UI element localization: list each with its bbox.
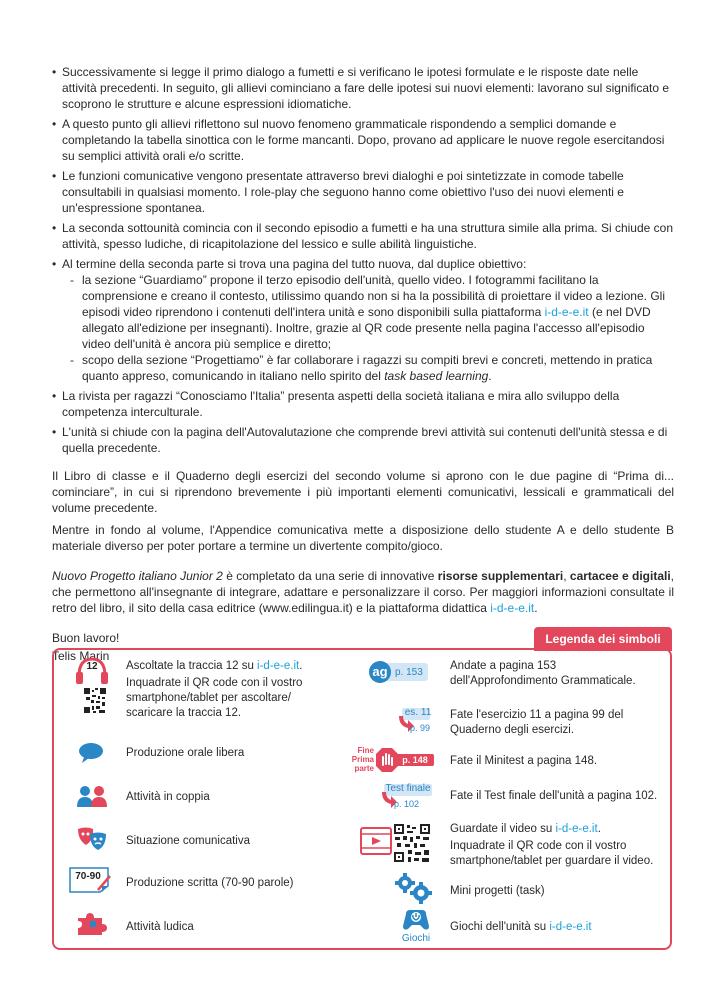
list-item: • La rivista per ragazzi “Conosciamo l'Italia” presenta aspetti della società italiana e mira allo sviluppo della competenza interculturale. bbox=[52, 388, 674, 420]
platform-link[interactable]: i-d-e-e.it bbox=[490, 601, 535, 615]
list-item: • L'unità si chiude con la pagina dell'Autovalutazione che comprende brevi attività sui contenuti dell'unità stessa e di quella precedente. bbox=[52, 424, 674, 456]
feature-list bbox=[52, 64, 674, 456]
platform-link[interactable]: i-d-e-e.it bbox=[549, 921, 592, 933]
video-qr-icon bbox=[360, 822, 434, 864]
sub-list bbox=[62, 272, 674, 384]
final-test-page-badge: p. 102 bbox=[394, 799, 420, 809]
pair-people-icon bbox=[76, 784, 108, 808]
legend-orale-text: Produzione orale libera bbox=[126, 747, 245, 759]
list-item: • La seconda sottounità comincia con il secondo episodio a fumetti e ha una struttura simile alla prima. Si chiude con attività, spesso ludiche, di ricapitolazione del lessico e sulle abilità linguistiche. bbox=[52, 220, 674, 252]
ag-page-badge: p. 153 bbox=[395, 667, 423, 678]
giochi-label: Giochi bbox=[401, 933, 431, 944]
platform-link[interactable]: i-d-e-e.it bbox=[544, 305, 589, 319]
game-controller-icon bbox=[402, 908, 430, 932]
legend-video-qr-text: Inquadrate il QR code con il vostro smartphone/tablet per guardare il video. bbox=[450, 840, 654, 867]
legend-situazione-text: Situazione comunicativa bbox=[126, 835, 251, 847]
legend-minitest-text: Fate il Minitest a pagina 148. bbox=[450, 755, 598, 767]
legend-coppia-text: Attività in coppia bbox=[126, 791, 210, 803]
legend-test-text: Fate il Test finale dell'unità a pagina 102. bbox=[450, 790, 658, 802]
legend-scritta-text: Produzione scritta (70-90 parole) bbox=[126, 877, 294, 889]
list-item: • A questo punto gli allievi riflettono sul nuovo fenomeno grammaticale rispondendo a semplici domande e completando la tabella sinottica con le forme mancanti. Dopo, provano ad applicare le nuove regole esercitandosi su semplici attività orali e/o scritte. bbox=[52, 116, 674, 164]
platform-link[interactable]: i-d-e-e.it bbox=[257, 660, 300, 672]
ag-logo: ag bbox=[372, 664, 388, 679]
writing-word-count-badge: 70-90 bbox=[75, 871, 101, 882]
fine-prima-parte-label: Fine Prima parte bbox=[351, 746, 374, 773]
platform-link[interactable]: i-d-e-e.it bbox=[555, 823, 598, 835]
sub-item-progettiamo: - scopo della sezione “Progettiamo” è far collaborare i ragazzi su compiti brevi e concreti, mettendo in pratica quanto appreso, comunicando in italiano nello spirito del task based learning. bbox=[62, 352, 674, 384]
list-item: • Le funzioni comunicative vengono presentate attraverso brevi dialoghi e poi sintetizzate in comode tabelle consultabili in qualsiasi momento. I role-play che seguono hanno come obiettivo l'uso dei nuovi elementi e un'espressione spontanea. bbox=[52, 168, 674, 216]
legend-video-text: Guardate il video su i-d-e-e.it. bbox=[450, 823, 601, 835]
legend-ag-text: Andate a pagina 153 dell'Approfondimento Grammaticale. bbox=[450, 660, 636, 687]
legend-ludica-text: Attività ludica bbox=[126, 921, 194, 933]
list-item: • Al termine della seconda parte si trova una pagina del tutto nuova, dal duplice obiettivo: - la sezione “Guardiamo” propone il terzo episodio dell'unità, quello video. I fotogrammi facilitano la comprensione e creano il contesto, utilissimo quando non si ha la possibilità di proiettare il video a lezione. Gli episodi video riprendono i contenuti dell'intera unità e sono disponibili sulla piattaforma i-d-e-e.it (e nel DVD allegato all'edizione per insegnanti). Inoltre, grazie al QR code presente nella pagina l'accesso all'episodio video dell'unità è ancora più semplice e diretto; - scopo della sezione “Progettiamo” è far collaborare i ragazzi su compiti brevi e concreti, mettendo in pratica quanto appreso, comunicando in italiano nello spirito del task based learning. bbox=[52, 256, 674, 384]
legend-title: Legenda dei simboli bbox=[534, 627, 672, 651]
closing-greeting: Buon lavoro! bbox=[52, 631, 120, 645]
legend-audio-text: Ascoltate la traccia 12 su i-d-e-e.it. bbox=[126, 660, 303, 672]
author-name: Telis Marin bbox=[52, 649, 110, 663]
audio-track-badge: 12 bbox=[86, 661, 98, 672]
sub-item-guardiamo: - la sezione “Guardiamo” propone il terzo episodio dell'unità, quello video. I fotogrammi facilitano la comprensione e creano il contesto, utilissimo quando non si ha la possibilità di proiettare il video a lezione. Gli episodi video riprendono i contenuti dell'intera unità e sono disponibili sulla piattaforma i-d-e-e.it (e nel DVD allegato all'edizione per insegnanti). Inoltre, grazie al QR code presente nella pagina l'accesso all'episodio video dell'unità è ancora più semplice e diretto; bbox=[62, 272, 674, 352]
gears-icon bbox=[394, 872, 432, 904]
minitest-page-badge: p. 148 bbox=[402, 755, 428, 765]
final-test-badge: Test finale bbox=[385, 783, 431, 794]
exercise-number-badge: es. 11 bbox=[404, 707, 432, 718]
paragraph-risorse: Nuovo Progetto italiano Junior 2 è completato da una serie di innovative risorse supplementari, cartacee e digitali, che permettono all'insegnante di integrare, adattare e personalizzare il corso. Per maggiori informazioni consultate il retro del libro, il sito della casa editrice (www.edilingua.it) e la piattaforma didattica i-d-e-e.it. bbox=[52, 569, 674, 615]
speech-bubble-icon bbox=[78, 742, 104, 764]
exercise-page-badge: p. 99 bbox=[410, 723, 431, 733]
legend-esercizio-text: Fate l'esercizio 11 a pagina 99 del Quaderno degli esercizi. bbox=[450, 709, 624, 736]
puzzle-piece-icon bbox=[76, 912, 108, 936]
paragraph-prima-di: Il Libro di classe e il Quaderno degli esercizi del secondo volume si aprono con le due pagine di “Prima di... cominciare”, in cui si riprendono brevemente i più importanti elementi comunicativi, lessicali e grammaticali del volume precedente. bbox=[52, 469, 674, 515]
legend-progetti-text: Mini progetti (task) bbox=[450, 885, 545, 897]
legend-giochi-text: Giochi dell'unità su i-d-e-e.it bbox=[450, 921, 592, 933]
intro-text bbox=[52, 64, 674, 664]
legend-audio-qr-text: Inquadrate il QR code con il vostro smartphone/tablet per ascoltare/ scaricare la traccia 12. bbox=[126, 677, 303, 719]
list-item: • Successivamente si legge il primo dialogo a fumetti e si verificano le ipotesi formulate e le risposte date nelle attività precedenti. In seguito, gli allievi cominciano a fare delle ipotesi sui nuovi elementi: lavorano sul significato e scoprono le strutture e alcune espressioni idiomatiche. bbox=[52, 64, 674, 112]
theater-masks-icon bbox=[76, 826, 108, 852]
paragraph-appendice: Mentre in fondo al volume, l'Appendice comunicativa mette a disposizione dello studente A e dello studente B materiale diverso per poter portare a termine un divertente compito/gioco. bbox=[52, 523, 674, 553]
